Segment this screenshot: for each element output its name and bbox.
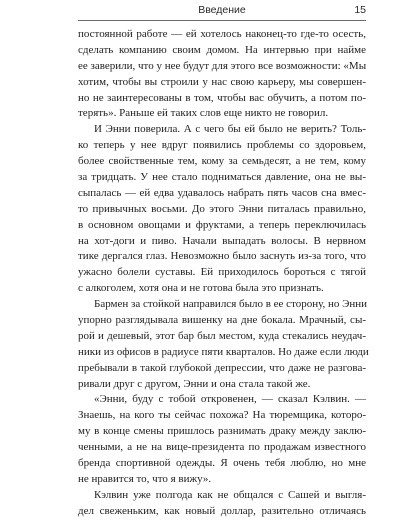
text-line: тике дергался глаз. Невозможно было заснуть из-за того, что	[78, 250, 366, 263]
text-line: ко теперь у нее вдруг появились проблемы со здоровьем,	[78, 139, 366, 152]
text-line: в основном овощами и фруктами, а теперь переключилась	[78, 218, 366, 231]
body-text	[78, 27, 369, 520]
header-rule	[78, 20, 366, 21]
running-header	[78, 3, 366, 17]
text-line: ники из офисов в радиусе пяти кварталов. Но даже если люди	[78, 345, 369, 358]
text-line: Бармен за стойкой направился было в ее сторону, но Энни	[94, 298, 368, 311]
text-line: рой и дешевый, этот бар был местом, куда стекались неудач-	[78, 329, 366, 342]
text-line: сыпалась — ей едва удавалось набрать пять часов сна вмес-	[78, 186, 366, 199]
text-line: бренда спортивной одежды. Я очень тебя люблю, но мне	[78, 457, 366, 470]
text-line: терять». Раньше ей таких слов еще никто не говорил.	[78, 107, 329, 120]
text-line: более свойственные тем, кому за семьдесят, а не тем, кому	[78, 155, 366, 168]
page-number: 15	[354, 4, 366, 16]
text-line: постоянной работе — ей хотелось наконец-то где-то осесть,	[78, 28, 366, 40]
text-line: Кэлвин уже полгода как не общался с Сашей и выгля-	[94, 488, 366, 501]
text-line: пребывали в такой глубокой депрессии, что даже не разгова-	[78, 361, 366, 374]
text-line: хотим, чтобы вы строили у нас свою карьеру, мы совершен-	[78, 75, 366, 88]
section-title: Введение	[198, 4, 246, 16]
text-line: ривали друг с другом, Энни и она стала такой же.	[78, 377, 311, 390]
text-line: ужасно болели суставы. Ей приходилось бороться с тягой	[78, 266, 366, 279]
text-line: И Энни поверила. А с чего бы ей было не верить? Толь-	[94, 123, 366, 136]
text-line: му в конце смены пришлось разнимать драку между заклю-	[78, 425, 366, 438]
text-line: Знаешь, на кого ты сейчас похожа? На тюремщика, которо-	[78, 409, 366, 422]
text-line: упорно разглядывала вишенку на дне бокала. Мрачный, сы-	[78, 314, 366, 327]
text-line: не нравится то, что я вижу».	[78, 472, 212, 485]
text-line: то привычных восьми. До этого Энни питалась правильно,	[78, 202, 366, 215]
text-line: за тридцать. У нее стало подниматься давление, она не вы-	[78, 171, 366, 184]
text-line: ченными, а не на вице-президента по продажам известного	[78, 441, 366, 454]
text-line: «Энни, буду с тобой откровенен, — сказал Кэлвин. —	[94, 393, 366, 406]
text-line: ее заверили, что у нее будут для этого все возможности: «Мы	[78, 59, 367, 72]
text-line: с алкоголем, хотя она и не готова была это признать.	[78, 282, 324, 295]
text-line: на хот-доги и пиво. Начали выпадать волосы. В нервном	[78, 234, 366, 247]
text-line: но не заинтересованы в том, чтобы вас обучить, а потом по-	[78, 91, 366, 104]
text-line: сделать компанию своим домом. На интервью при найме	[78, 43, 366, 56]
text-line: дел свеженьким, как новый доллар, разительно отличаясь	[78, 504, 366, 517]
